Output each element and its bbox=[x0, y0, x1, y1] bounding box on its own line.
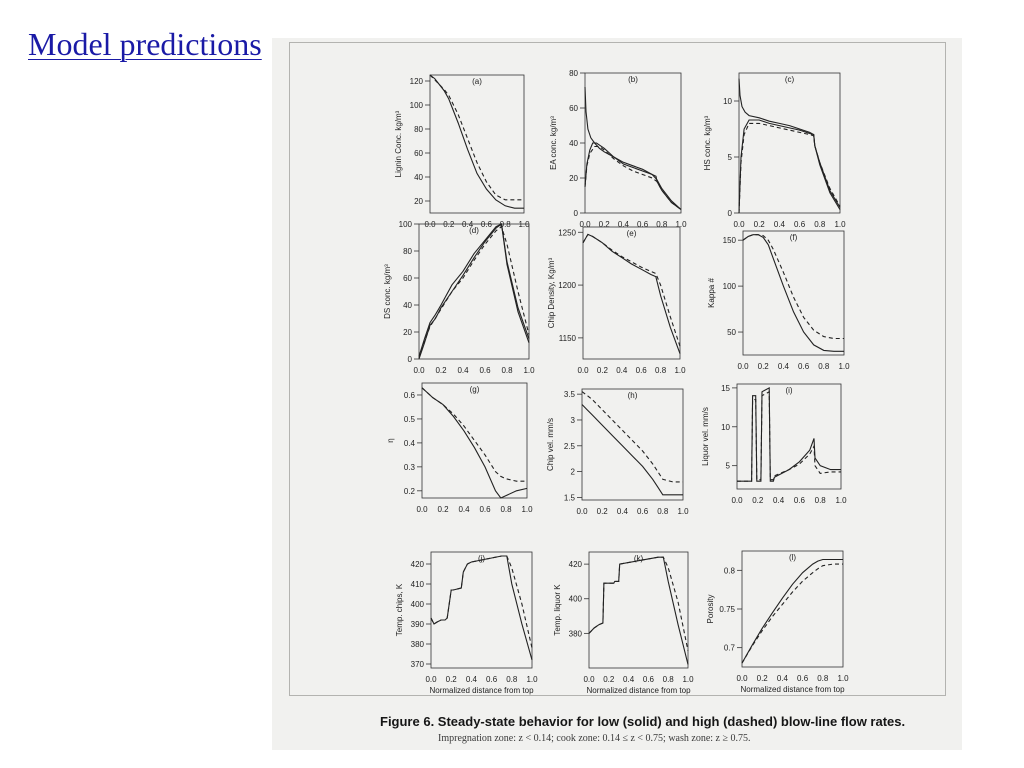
figure-caption: Figure 6. Steady-state behavior for low (solid) and high (dashed) blow-line flow rates. bbox=[380, 714, 906, 729]
y-tick-label: 5 bbox=[727, 153, 732, 162]
x-tick-label: 1.0 bbox=[835, 496, 847, 505]
x-tick-label: 0.0 bbox=[583, 675, 595, 684]
x-tick-label: 0.4 bbox=[616, 507, 628, 516]
y-tick-label: 40 bbox=[403, 301, 412, 310]
x-axis-title: Normalized distance from top bbox=[429, 686, 534, 695]
x-tick-label: 0.0 bbox=[731, 496, 743, 505]
y-tick-label: 15 bbox=[721, 383, 730, 393]
x-tick-label: 1.0 bbox=[675, 220, 687, 229]
x-tick-label: 0.6 bbox=[794, 220, 806, 229]
x-tick-label: 0.8 bbox=[662, 675, 674, 684]
solid-series-line bbox=[585, 143, 681, 210]
y-tick-label: 0.3 bbox=[403, 462, 415, 472]
x-tick-label: 0.4 bbox=[776, 674, 788, 683]
y-tick-label: 400 bbox=[410, 600, 424, 609]
x-tick-label: 0.4 bbox=[616, 366, 628, 375]
y-tick-label: 420 bbox=[568, 560, 582, 570]
dashed-series-line bbox=[422, 388, 527, 481]
x-tick-label: 0.8 bbox=[814, 496, 826, 505]
x-tick-label: 0.6 bbox=[637, 220, 649, 229]
panel-letter: (h) bbox=[627, 391, 638, 400]
x-tick-label: 1.0 bbox=[518, 220, 530, 229]
plot-frame bbox=[585, 73, 681, 213]
x-tick-label: 0.0 bbox=[737, 362, 749, 371]
y-tick-label: 40 bbox=[414, 173, 423, 182]
y-tick-label: 1250 bbox=[558, 228, 576, 238]
panel-letter: (i) bbox=[785, 386, 793, 395]
panel-i bbox=[701, 384, 847, 505]
y-axis-title: EA conc. kg/m³ bbox=[549, 116, 558, 170]
solid-series-line bbox=[583, 234, 680, 353]
x-tick-label: 0.8 bbox=[499, 220, 511, 229]
y-tick-label: 380 bbox=[568, 629, 582, 639]
x-tick-label: 0.4 bbox=[773, 220, 785, 229]
x-tick-label: 0.4 bbox=[623, 675, 635, 684]
y-tick-label: 60 bbox=[403, 274, 412, 283]
panel-letter: (a) bbox=[472, 77, 482, 86]
panel-letter: (e) bbox=[626, 229, 637, 238]
y-tick-label: 80 bbox=[414, 125, 423, 134]
y-tick-label: 40 bbox=[569, 139, 578, 148]
panel-b bbox=[549, 69, 687, 229]
solid-series-line bbox=[739, 120, 840, 213]
x-tick-label: 0.4 bbox=[462, 220, 474, 229]
x-tick-label: 1.0 bbox=[523, 366, 535, 375]
plot-frame bbox=[583, 227, 680, 359]
y-tick-label: 20 bbox=[414, 197, 423, 206]
y-tick-label: 0.75 bbox=[719, 605, 735, 614]
x-tick-label: 0.8 bbox=[817, 674, 829, 683]
y-tick-label: 5 bbox=[725, 461, 730, 471]
x-tick-label: 0.8 bbox=[655, 366, 667, 375]
x-tick-label: 0.6 bbox=[637, 507, 649, 516]
x-tick-label: 0.4 bbox=[617, 220, 629, 229]
y-tick-label: 380 bbox=[410, 640, 424, 649]
panel-d bbox=[383, 220, 535, 375]
y-tick-label: 370 bbox=[410, 660, 424, 669]
x-tick-label: 0.8 bbox=[818, 362, 830, 371]
dashed-series-line bbox=[583, 234, 680, 346]
plot-frame bbox=[430, 75, 524, 213]
y-tick-label: 100 bbox=[722, 282, 736, 292]
y-axis-title: Chip Density, Kg/m³ bbox=[547, 257, 556, 329]
y-tick-label: 20 bbox=[569, 174, 578, 183]
y-tick-label: 100 bbox=[398, 220, 412, 229]
x-tick-label: 0.4 bbox=[457, 366, 469, 375]
y-axis-title: HS conc. kg/m³ bbox=[703, 115, 712, 171]
y-tick-label: 390 bbox=[410, 620, 424, 629]
panel-h bbox=[546, 389, 689, 516]
x-tick-label: 0.6 bbox=[635, 366, 647, 375]
y-tick-label: 60 bbox=[414, 149, 423, 158]
x-tick-label: 0.6 bbox=[642, 675, 654, 684]
dashed-series-line bbox=[582, 392, 683, 482]
y-axis-title: Temp. chips, K bbox=[395, 583, 404, 637]
x-tick-label: 0.0 bbox=[413, 366, 425, 375]
x-tick-label: 0.6 bbox=[486, 675, 498, 684]
y-axis-title: DS conc. kg/m³ bbox=[383, 264, 392, 319]
x-tick-label: 1.0 bbox=[838, 362, 850, 371]
y-tick-label: 410 bbox=[410, 580, 424, 589]
y-tick-label: 60 bbox=[569, 104, 578, 113]
solid-series-line bbox=[582, 405, 683, 495]
y-tick-label: 0.8 bbox=[723, 566, 735, 576]
x-tick-label: 0.0 bbox=[576, 507, 588, 516]
dashed-series-line bbox=[430, 75, 524, 200]
y-tick-label: 10 bbox=[723, 97, 732, 106]
x-tick-label: 0.2 bbox=[596, 366, 608, 375]
dashed-series-line bbox=[739, 123, 840, 213]
x-tick-label: 0.4 bbox=[777, 362, 789, 371]
plot-frame bbox=[742, 551, 843, 667]
panel-g bbox=[386, 383, 533, 514]
figure-subcaption: Impregnation zone: z < 0.14; cook zone: 0.14 ≤ z < 0.75; wash zone: z ≥ 0.75. bbox=[438, 733, 751, 744]
y-tick-label: 20 bbox=[403, 328, 412, 337]
scanned-figure bbox=[272, 38, 962, 750]
panel-letter: (g) bbox=[469, 385, 480, 394]
slide-title: Model predictions bbox=[28, 26, 262, 62]
y-axis-title: η bbox=[386, 438, 395, 443]
x-tick-label: 0.8 bbox=[656, 220, 668, 229]
y-tick-label: 10 bbox=[721, 422, 730, 432]
x-tick-label: 0.6 bbox=[480, 220, 492, 229]
dashed-series-line bbox=[743, 235, 844, 339]
x-tick-label: 0.8 bbox=[814, 220, 826, 229]
figure-plots bbox=[272, 38, 962, 750]
solid-series-line bbox=[419, 224, 529, 359]
x-tick-label: 0.8 bbox=[506, 675, 518, 684]
plot-frame bbox=[743, 231, 844, 355]
x-tick-label: 0.2 bbox=[435, 366, 447, 375]
y-tick-label: 0.7 bbox=[723, 643, 735, 653]
panel-letter: (k) bbox=[633, 554, 644, 563]
panel-letter: (c) bbox=[784, 75, 795, 84]
x-tick-label: 0.0 bbox=[733, 220, 745, 229]
panel-letter: (l) bbox=[788, 553, 797, 562]
y-tick-label: 0 bbox=[407, 355, 412, 364]
plot-frame bbox=[739, 73, 840, 213]
y-axis-title: Lignin Conc. kg/m³ bbox=[394, 110, 403, 178]
x-tick-label: 0.2 bbox=[603, 675, 615, 684]
x-axis-title: Normalized distance from top bbox=[586, 686, 691, 695]
x-tick-label: 0.0 bbox=[577, 366, 589, 375]
solid-series-line bbox=[422, 388, 527, 498]
plot-frame bbox=[431, 552, 532, 668]
x-tick-label: 1.0 bbox=[834, 220, 846, 229]
y-tick-label: 100 bbox=[409, 101, 423, 110]
x-tick-label: 0.0 bbox=[579, 220, 591, 229]
dashed-series-line bbox=[419, 227, 529, 358]
x-tick-label: 0.8 bbox=[501, 366, 513, 375]
x-tick-label: 0.2 bbox=[598, 220, 610, 229]
solid-series-line bbox=[742, 560, 843, 664]
x-tick-label: 0.6 bbox=[793, 496, 805, 505]
x-tick-label: 1.0 bbox=[677, 507, 689, 516]
x-axis-title: Normalized distance from top bbox=[740, 685, 845, 694]
y-axis-title: Porosity bbox=[706, 594, 715, 624]
y-tick-label: 2.5 bbox=[563, 441, 575, 451]
y-tick-label: 1.5 bbox=[563, 493, 575, 503]
x-tick-label: 0.6 bbox=[479, 505, 491, 514]
x-tick-label: 0.8 bbox=[500, 505, 512, 514]
x-tick-label: 1.0 bbox=[526, 675, 538, 684]
x-tick-label: 0.2 bbox=[596, 507, 608, 516]
y-tick-label: 0.6 bbox=[403, 390, 415, 400]
x-tick-label: 0.0 bbox=[424, 220, 436, 229]
plot-frame bbox=[582, 389, 683, 500]
y-tick-label: 50 bbox=[727, 328, 736, 338]
y-tick-label: 0.5 bbox=[403, 414, 415, 424]
x-tick-label: 0.2 bbox=[753, 220, 765, 229]
dashed-series-line bbox=[585, 147, 681, 210]
panel-letter: (j) bbox=[477, 554, 486, 563]
panel-a bbox=[394, 75, 530, 229]
plot-frame bbox=[589, 552, 688, 668]
x-tick-label: 0.2 bbox=[445, 675, 457, 684]
panel-f bbox=[707, 231, 850, 371]
x-tick-label: 1.0 bbox=[837, 674, 849, 683]
solid-series-line bbox=[430, 75, 524, 208]
dashed-series-line bbox=[742, 564, 843, 663]
x-tick-label: 0.2 bbox=[752, 496, 764, 505]
y-tick-label: 0 bbox=[727, 209, 732, 218]
panel-letter: (b) bbox=[628, 75, 638, 84]
solid-series-line bbox=[589, 557, 688, 664]
y-tick-label: 3 bbox=[570, 415, 575, 425]
y-tick-label: 3.5 bbox=[563, 390, 575, 400]
plot-frame bbox=[419, 224, 529, 359]
solid-series-line bbox=[739, 79, 840, 208]
solid-series-line bbox=[585, 87, 681, 210]
y-tick-label: 80 bbox=[569, 69, 578, 78]
x-tick-label: 1.0 bbox=[682, 675, 694, 684]
y-tick-label: 120 bbox=[409, 77, 423, 86]
x-tick-label: 0.4 bbox=[773, 496, 785, 505]
x-tick-label: 0.2 bbox=[757, 362, 769, 371]
panel-l bbox=[706, 551, 849, 694]
x-tick-label: 0.6 bbox=[798, 362, 810, 371]
panel-e bbox=[547, 227, 686, 375]
y-tick-label: 80 bbox=[403, 247, 412, 256]
y-axis-title: Liquor vel. mm/s bbox=[701, 407, 710, 466]
x-tick-label: 0.4 bbox=[465, 675, 477, 684]
x-tick-label: 0.2 bbox=[756, 674, 768, 683]
y-tick-label: 0 bbox=[573, 209, 578, 218]
x-tick-label: 0.0 bbox=[736, 674, 748, 683]
x-tick-label: 0.2 bbox=[443, 220, 455, 229]
y-tick-label: 1200 bbox=[558, 281, 576, 291]
x-tick-label: 0.0 bbox=[416, 505, 428, 514]
x-tick-label: 0.0 bbox=[425, 675, 437, 684]
y-tick-label: 2 bbox=[570, 467, 575, 477]
x-tick-label: 1.0 bbox=[521, 505, 533, 514]
y-tick-label: 1150 bbox=[558, 333, 576, 343]
panel-k bbox=[553, 552, 694, 695]
panel-letter: (f) bbox=[789, 233, 798, 242]
panel-letter: (d) bbox=[469, 226, 479, 235]
panel-j bbox=[395, 552, 538, 695]
panel-c bbox=[703, 73, 846, 229]
y-tick-label: 0.2 bbox=[403, 486, 415, 496]
y-tick-label: 400 bbox=[568, 594, 582, 604]
y-axis-title: Kappa # bbox=[707, 278, 716, 308]
solid-series-line bbox=[743, 235, 844, 352]
x-tick-label: 1.0 bbox=[674, 366, 686, 375]
x-tick-label: 0.6 bbox=[479, 366, 491, 375]
x-tick-label: 0.2 bbox=[437, 505, 449, 514]
x-tick-label: 0.8 bbox=[657, 507, 669, 516]
solid-series-line bbox=[431, 556, 532, 660]
y-tick-label: 420 bbox=[410, 560, 424, 569]
y-axis-title: Temp. liquor K bbox=[553, 584, 562, 636]
plot-frame bbox=[422, 383, 527, 498]
x-tick-label: 0.6 bbox=[797, 674, 809, 683]
y-tick-label: 0.4 bbox=[403, 438, 415, 448]
y-axis-title: Chip vel. mm/s bbox=[546, 418, 555, 471]
y-tick-label: 150 bbox=[722, 236, 736, 246]
x-tick-label: 0.4 bbox=[458, 505, 470, 514]
